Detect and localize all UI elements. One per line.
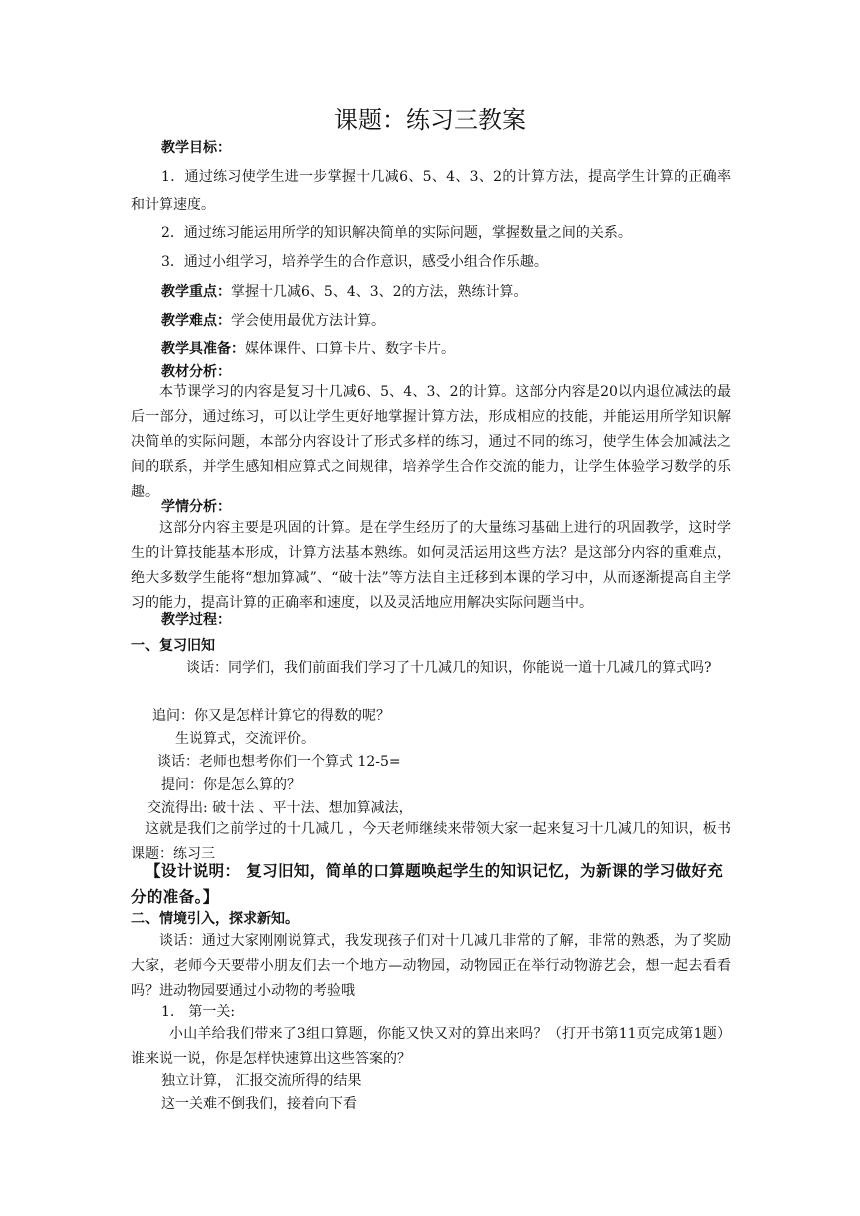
materials-label: 教学具准备： <box>161 341 245 357</box>
objectives-heading: 教学目标： <box>161 140 231 156</box>
section2-independent: 独立计算， 汇报交流所得的结果 <box>161 1073 362 1089</box>
section2-talk: 谈话：通过大家刚刚说算式，我发现孩子们对十几减几非常的了解，非常的熟悉，为了奖励大家，老师今天要带小朋友们去一个地方—动物园，动物园正在举行动物游艺会，想一起去看看吗？进动物园要通过小动物的考验哦 <box>131 933 731 999</box>
section2-next: 这一关难不倒我们，接着向下看 <box>161 1096 357 1112</box>
difficulty-label: 教学难点： <box>161 313 231 329</box>
section1-exchange: 交流得出: 破十法 、平十法、想加算减法， <box>147 800 413 816</box>
section1-talk1: 谈话：同学们，我们前面我们学习了十几减几的知识，你能说一道十几减几的算式吗? <box>186 660 712 676</box>
key-point-label: 教学重点： <box>161 284 231 300</box>
step1-label: 第一关: <box>188 1004 236 1020</box>
difficulty <box>161 309 385 334</box>
section1-talk2: 谈话：老师也想考你们一个算式 12-5= <box>157 754 401 770</box>
objective-item-2: 2．通过练习能运用所学的知识解决简单的实际问题，掌握数量之间的关系。 <box>161 225 632 241</box>
objective-item-1: 1．通过练习使学生进一步掌握十几减6、5、4、3、2的计算方法，提高学生计算的正确率和计算速度。 <box>131 169 731 213</box>
document-title: 课题：练习三教案 <box>334 106 526 134</box>
objective-item-3: 3．通过小组学习，培养学生的合作意识，感受小组合作乐趣。 <box>161 254 548 270</box>
step1-number: 1. <box>161 1004 175 1020</box>
section1-summary: 这就是我们之前学过的十几减几 ，今天老师继续来带领大家一起来复习十几减几的知识，板书课题：练习三 <box>131 821 731 862</box>
section1-ask2: 提问：你是怎么算的？ <box>161 777 301 793</box>
key-point-text: 掌握十几减6、5、4、3、2的方法，熟练计算。 <box>231 284 528 300</box>
section1-ask1: 追问：你又是怎样计算它的得数的呢？ <box>152 708 390 724</box>
design-note: 【设计说明： 复习旧知，简单的口算题唤起学生的知识记忆，为新课的学习做好充分的准备。】 <box>131 861 724 906</box>
section2-heading: 二、情境引入，探求新知。 <box>131 911 299 927</box>
step1-text: 小山羊给我们带来了3组口算题，你能又快又对的算出来吗？（打开书第11页完成第1题）谁来说一说，你是怎样快速算出这些答案的？ <box>131 1026 731 1067</box>
process-heading: 教学过程： <box>161 612 231 628</box>
key-point <box>161 280 528 305</box>
difficulty-text: 学会使用最优方法计算。 <box>231 313 385 329</box>
student-analysis-heading: 学情分析： <box>161 499 231 515</box>
section1-say1: 生说算式，交流评价。 <box>175 731 315 747</box>
materials-text: 媒体课件、口算卡片、数字卡片。 <box>245 341 455 357</box>
material-analysis-text: 本节课学习的内容是复习十几减6、5、4、3、2的计算。这部分内容是20以内退位减法的最后一部分，通过练习，可以让学生更好地掌握计算方法，形成相应的技能，并能运用所学知识解决简单的实际问题，本部分内容设计了形式多样的练习，通过不同的练习，使学生体会加减法之间的联系，并学生感知相应算式之间规律，培养学生合作交流的能力，让学生体验学习数学的乐趣。 <box>131 384 731 500</box>
material-analysis-heading: 教材分析： <box>161 364 231 380</box>
materials <box>161 337 455 362</box>
section1-heading: 一、复习旧知 <box>131 638 215 654</box>
student-analysis-text: 这部分内容主要是巩固的计算。是在学生经历了的大量练习基础上进行的巩固教学，这时学生的计算技能基本形成，计算方法基本熟练。如何灵活运用这些方法？是这部分内容的重难点，绝大多数学生能将“想加算减”、“破十法”等方法自主迁移到本课的学习中，从而逐渐提高自主学习的能力，提高计算的正确率和速度，以及灵活地应用解决实际问题当中。 <box>131 520 731 611</box>
